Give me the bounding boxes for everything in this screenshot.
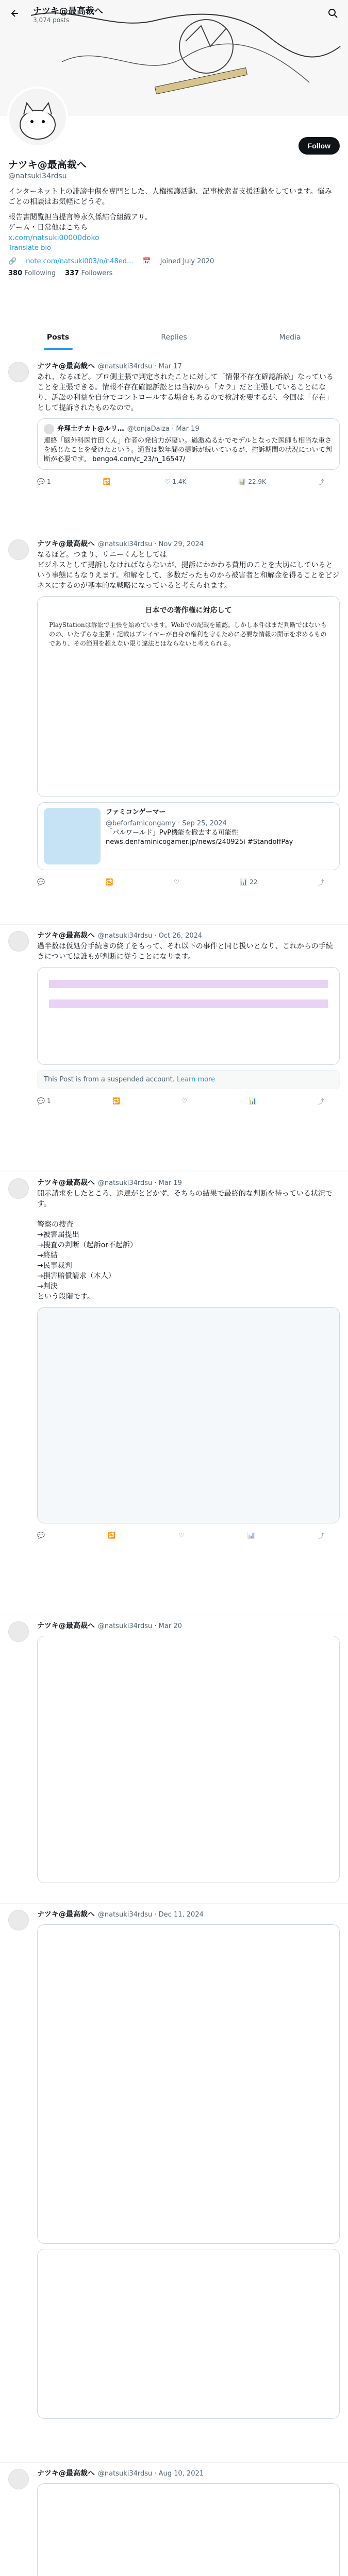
post-actions (37, 875, 340, 889)
reply-button[interactable]: 💬 1 (37, 478, 51, 485)
repost-button[interactable]: 🔁 (103, 478, 111, 485)
profile-avatar[interactable] (7, 87, 68, 147)
profile-tabs (0, 325, 348, 350)
avatar[interactable] (8, 2469, 29, 2489)
tab-media[interactable]: Media (279, 333, 301, 342)
learn-more-link[interactable]: Learn more (177, 1076, 216, 1083)
post-text: あれ、なるほど。プロ側主張で判定されたことに対して「情報不存在確認訴訟」なっていることを主張できる。情報不存在確認訴訟とは当初から「カラ」だと主張していることになり、訴訟の利益を自分でコントロールする場合もあるので検討を要するが、今回は「存在」として提訴されたものなので。 (37, 373, 334, 412)
profile-bio (8, 187, 338, 253)
post-author-handle[interactable]: @natsuki34rdsu · Aug 10, 2021 (97, 2470, 204, 2478)
post-author-name[interactable]: ナツキ@最高裁へ (37, 540, 95, 548)
post-author-handle[interactable]: @natsuki34rdsu · Mar 20 (97, 1622, 182, 1630)
post-text: 開示請求をしたところ、送達がとどかず、そちらの結果で最終的な判断を待っている状況です。 警察の捜査 →被害届提出 →捜査の判断（起訴or不起訴） →終結 →民事裁判 →損害賠償請求（本人） →判決 という段階です。 (37, 1190, 333, 1301)
avatar[interactable] (8, 1910, 29, 1930)
post-author-name[interactable]: ナツキ@最高裁へ (37, 1622, 95, 1630)
joined-date: Joined July 2020 (160, 258, 214, 265)
reply-button[interactable]: 💬 (37, 878, 45, 886)
quoted-post[interactable] (37, 2249, 340, 2419)
like-button[interactable]: ♡ (181, 1097, 188, 1105)
quote-author-name: 弁理士チカト@ルリ… (57, 425, 124, 433)
repost-button[interactable]: 🔁 (108, 1532, 116, 1539)
post-image[interactable] (37, 596, 340, 797)
post-author-handle[interactable]: @natsuki34rdsu · Mar 17 (97, 363, 182, 370)
post-author-handle[interactable]: @natsuki34rdsu · Oct 26, 2024 (97, 932, 203, 940)
profile-meta (8, 258, 338, 265)
post[interactable] (0, 925, 348, 1172)
views-button[interactable]: 📊 22.9K (238, 478, 266, 485)
repost-button[interactable]: 🔁 (105, 878, 113, 886)
bio-line-1: インターネット上の誹謗中傷を専門とした、人権擁護活動、記事検索者支援活動をしています。悩みごとの相談はお気軽にどうぞ。 (8, 188, 332, 206)
avatar[interactable] (8, 1621, 29, 1642)
like-button[interactable]: ♡ (178, 1532, 185, 1539)
post-actions (37, 1529, 340, 1542)
search-icon[interactable] (324, 5, 342, 22)
post-author-name[interactable]: ナツキ@最高裁へ (37, 362, 95, 370)
follow-button[interactable]: Follow (299, 137, 340, 155)
followers-count[interactable]: 337 Followers (65, 269, 113, 277)
avatar[interactable] (8, 539, 29, 560)
back-arrow-icon[interactable] (6, 5, 24, 22)
post-author-name[interactable]: ナツキ@最高裁へ (37, 1179, 95, 1187)
bio-line-2: 報告書閲覧担当提言等永久係結合組織アリ。 (8, 213, 152, 222)
post[interactable] (0, 533, 348, 925)
share-icon[interactable]: ⤴ (318, 1532, 324, 1539)
quote-text: 連絡「脳外科医竹田くん」作者の発信力が凄い。過激ぬるかでモデルとなった医師も相当な重さを感じたことを受けたという。通貨は数年間の提訴が続いているが、控訴期間の状況について判断が必要です。 bengo4.com/c_23/n_16547/ (44, 437, 332, 463)
calendar-icon: 📅 (142, 258, 151, 265)
reply-button[interactable]: 💬 1 (37, 1097, 51, 1105)
views-button[interactable]: 📊 (248, 1097, 257, 1105)
quote-author-handle: @beforfamicongamy · Sep 25, 2024 (106, 820, 227, 827)
post-actions (37, 475, 340, 488)
following-count[interactable]: 380 Following (8, 269, 56, 277)
profile-website-link[interactable]: note.com/natsuki003/n/n48ed... (26, 258, 134, 265)
post-author-name[interactable]: ナツキ@最高裁へ (37, 1910, 95, 1919)
reply-button[interactable]: 💬 (37, 1532, 45, 1539)
tab-posts[interactable]: Posts (0, 325, 116, 350)
quote-thumbnail (44, 808, 101, 865)
link-icon: 🔗 (8, 258, 17, 265)
post-author-handle[interactable]: @natsuki34rdsu · Nov 29, 2024 (97, 540, 204, 548)
post-author-name[interactable]: ナツキ@最高裁へ (37, 2469, 95, 2478)
share-icon[interactable]: ⤴ (318, 1097, 324, 1105)
top-navigation-bar (0, 0, 348, 27)
share-icon[interactable]: ⤴ (318, 478, 324, 486)
quote-text: 「パルワールド」PvP機能を撤去する可能性 news.denfaminicogamer.jp/news/240925i #StandoffPay (106, 829, 293, 846)
bio-link[interactable]: x.com/natsuki00000doko (8, 234, 100, 242)
post-image[interactable] (37, 967, 340, 1065)
post-image[interactable] (37, 1636, 340, 1883)
post-image[interactable] (37, 1924, 340, 2244)
post-image[interactable] (37, 1307, 340, 1523)
post[interactable] (0, 355, 348, 533)
like-button[interactable]: ♡ (173, 878, 179, 886)
profile-name: ナツキ@最高裁へ (8, 159, 87, 171)
post-actions (37, 1094, 340, 1108)
repost-button[interactable]: 🔁 (112, 1097, 120, 1105)
post[interactable] (0, 1172, 348, 1615)
post-author-name[interactable]: ナツキ@最高裁へ (37, 931, 95, 940)
post-author-handle[interactable]: @natsuki34rdsu · Mar 19 (97, 1179, 182, 1187)
quote-author-handle: @tonjaDaiza · Mar 19 (127, 425, 200, 433)
post-text: 過半数は仮処分手続きの終了をもって、それ以下の事件と同じ扱いとなり、これからの手続きについては誰もが判断に従うことになります。 (37, 942, 333, 961)
document-title: 日本での著作権に対応して (145, 606, 232, 615)
post[interactable] (0, 1904, 348, 2463)
avatar[interactable] (8, 931, 29, 952)
tab-replies[interactable]: Replies (161, 333, 187, 342)
follow-stats (8, 269, 338, 277)
post-image[interactable] (37, 2483, 340, 2576)
header-posts-count: 3,074 posts (33, 16, 70, 24)
share-icon[interactable]: ⤴ (318, 878, 324, 886)
document-body: PlayStationは訴訟で主張を始めています。Webでの記載を確認。しかし本件はまだ判断ではないものの、いたずらな主張・記載はプレイヤーが自身の権利を守るために必要な情報の開示を求めるものであり、その範囲を超えない限り違法とはならないと考えられる。 (49, 621, 327, 647)
post[interactable] (0, 1615, 348, 1904)
post-text: なるほど。つまり、リニーくんとしては ビジネスとして提訴しなければならないが、提訴にかかわる費用のことを大切にしているという事態にもなりえます。和解をして、多数だったものから被害者と和解金を得ることをビジネスにするのが基本的な戦略になっていると考えられます。 (37, 551, 340, 590)
avatar (44, 424, 54, 434)
quoted-post[interactable] (37, 802, 340, 870)
quote-author-name: ファミコンゲーマー (106, 808, 166, 816)
bio-line-3: ゲーム・日常他はこちら (8, 224, 88, 232)
like-button[interactable]: ♡ 1.4K (164, 478, 187, 485)
quoted-post[interactable] (37, 418, 340, 470)
profile-handle: @natsuki34rdsu (8, 172, 67, 180)
translate-bio-link[interactable]: Translate bio (8, 244, 51, 252)
avatar[interactable] (8, 1178, 29, 1199)
post[interactable] (0, 2463, 348, 2576)
header-name: ナツキ@最高裁へ (33, 6, 103, 16)
post-author-handle[interactable]: @natsuki34rdsu · Dec 11, 2024 (97, 1911, 204, 1919)
profile-info (8, 157, 338, 277)
views-button[interactable]: 📊 22 (240, 878, 258, 886)
avatar[interactable] (8, 362, 29, 382)
suspended-notice: This Post is from a suspended account. Learn more (37, 1070, 340, 1089)
views-button[interactable]: 📊 (247, 1532, 255, 1539)
